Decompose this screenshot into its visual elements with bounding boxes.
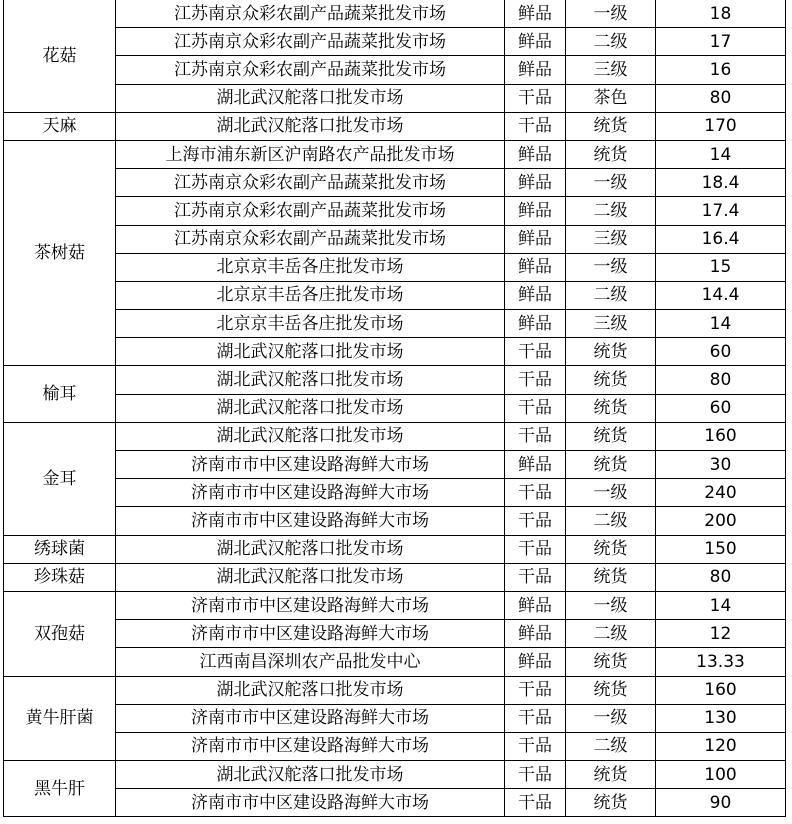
grade-cell: 一级 <box>566 479 656 507</box>
table-row <box>4 225 786 253</box>
form-cell: 干品 <box>505 112 566 140</box>
market-cell: 江苏南京众彩农副产品蔬菜批发市场 <box>116 197 505 225</box>
form-cell: 干品 <box>505 507 566 535</box>
grade-cell: 统货 <box>566 338 656 366</box>
market-cell: 济南市市中区建设路海鲜大市场 <box>116 789 505 817</box>
grade-cell: 三级 <box>566 225 656 253</box>
price-cell: 15 <box>656 253 786 281</box>
form-cell: 鲜品 <box>505 140 566 168</box>
mushroom-price-table <box>3 0 786 817</box>
price-cell: 80 <box>656 84 786 112</box>
grade-cell: 统货 <box>566 140 656 168</box>
form-cell: 鲜品 <box>505 28 566 56</box>
form-cell: 干品 <box>505 422 566 450</box>
table-row <box>4 28 786 56</box>
form-cell: 干品 <box>505 338 566 366</box>
grade-cell: 统货 <box>566 535 656 563</box>
price-cell: 100 <box>656 761 786 789</box>
form-cell: 鲜品 <box>505 451 566 479</box>
price-cell: 130 <box>656 704 786 732</box>
table-row <box>4 451 786 479</box>
mushroom-name-cell: 花菇 <box>4 0 116 112</box>
price-cell: 150 <box>656 535 786 563</box>
market-cell: 湖北武汉舵落口批发市场 <box>116 394 505 422</box>
market-cell: 北京京丰岳各庄批发市场 <box>116 253 505 281</box>
price-cell: 80 <box>656 366 786 394</box>
table-row <box>4 281 786 309</box>
market-cell: 江苏南京众彩农副产品蔬菜批发市场 <box>116 169 505 197</box>
form-cell: 干品 <box>505 704 566 732</box>
table-row <box>4 507 786 535</box>
table-row <box>4 112 786 140</box>
grade-cell: 一级 <box>566 0 656 28</box>
table-row <box>4 84 786 112</box>
form-cell: 干品 <box>505 479 566 507</box>
table-row <box>4 253 786 281</box>
table-row <box>4 479 786 507</box>
table-row <box>4 338 786 366</box>
price-cell: 17 <box>656 28 786 56</box>
grade-cell: 二级 <box>566 620 656 648</box>
market-cell: 济南市市中区建设路海鲜大市场 <box>116 451 505 479</box>
market-cell: 湖北武汉舵落口批发市场 <box>116 366 505 394</box>
form-cell: 鲜品 <box>505 225 566 253</box>
table-row <box>4 366 786 394</box>
table-row <box>4 56 786 84</box>
grade-cell: 二级 <box>566 732 656 760</box>
grade-cell: 二级 <box>566 507 656 535</box>
market-cell: 湖北武汉舵落口批发市场 <box>116 563 505 591</box>
price-cell: 90 <box>656 789 786 817</box>
mushroom-name-cell: 绣球菌 <box>4 535 116 563</box>
price-cell: 120 <box>656 732 786 760</box>
price-cell: 200 <box>656 507 786 535</box>
grade-cell: 一级 <box>566 169 656 197</box>
price-cell: 14 <box>656 310 786 338</box>
mushroom-name-cell: 天麻 <box>4 112 116 140</box>
price-cell: 14.4 <box>656 281 786 309</box>
grade-cell: 一级 <box>566 704 656 732</box>
grade-cell: 统货 <box>566 394 656 422</box>
price-cell: 16 <box>656 56 786 84</box>
market-cell: 济南市市中区建设路海鲜大市场 <box>116 479 505 507</box>
grade-cell: 一级 <box>566 253 656 281</box>
table-row <box>4 197 786 225</box>
price-cell: 160 <box>656 422 786 450</box>
form-cell: 鲜品 <box>505 0 566 28</box>
mushroom-name-cell: 黄牛肝菌 <box>4 676 116 761</box>
market-cell: 北京京丰岳各庄批发市场 <box>116 310 505 338</box>
market-cell: 北京京丰岳各庄批发市场 <box>116 281 505 309</box>
table-row <box>4 0 786 28</box>
form-cell: 鲜品 <box>505 253 566 281</box>
form-cell: 干品 <box>505 394 566 422</box>
grade-cell: 二级 <box>566 197 656 225</box>
table-row <box>4 648 786 676</box>
grade-cell: 统货 <box>566 422 656 450</box>
table-row <box>4 732 786 760</box>
price-cell: 18 <box>656 0 786 28</box>
market-cell: 济南市市中区建设路海鲜大市场 <box>116 507 505 535</box>
market-cell: 湖北武汉舵落口批发市场 <box>116 338 505 366</box>
form-cell: 鲜品 <box>505 197 566 225</box>
price-cell: 240 <box>656 479 786 507</box>
grade-cell: 统货 <box>566 563 656 591</box>
table-row <box>4 676 786 704</box>
grade-cell: 三级 <box>566 56 656 84</box>
mushroom-name-cell: 双孢菇 <box>4 591 116 676</box>
table-row <box>4 422 786 450</box>
market-cell: 江苏南京众彩农副产品蔬菜批发市场 <box>116 225 505 253</box>
grade-cell: 三级 <box>566 310 656 338</box>
price-cell: 16.4 <box>656 225 786 253</box>
table-row <box>4 535 786 563</box>
mushroom-name-cell: 茶树菇 <box>4 140 116 366</box>
price-cell: 13.33 <box>656 648 786 676</box>
market-cell: 江苏南京众彩农副产品蔬菜批发市场 <box>116 0 505 28</box>
grade-cell: 统货 <box>566 451 656 479</box>
price-cell: 60 <box>656 394 786 422</box>
table-row <box>4 394 786 422</box>
form-cell: 干品 <box>505 789 566 817</box>
market-cell: 湖北武汉舵落口批发市场 <box>116 112 505 140</box>
grade-cell: 统货 <box>566 789 656 817</box>
form-cell: 干品 <box>505 676 566 704</box>
grade-cell: 二级 <box>566 28 656 56</box>
form-cell: 鲜品 <box>505 620 566 648</box>
price-cell: 80 <box>656 563 786 591</box>
form-cell: 鲜品 <box>505 648 566 676</box>
grade-cell: 统货 <box>566 366 656 394</box>
table-row <box>4 140 786 168</box>
market-cell: 济南市市中区建设路海鲜大市场 <box>116 704 505 732</box>
mushroom-name-cell: 金耳 <box>4 422 116 535</box>
price-cell: 170 <box>656 112 786 140</box>
table-row <box>4 310 786 338</box>
price-cell: 18.4 <box>656 169 786 197</box>
grade-cell: 统货 <box>566 112 656 140</box>
mushroom-name-cell: 黑牛肝 <box>4 761 116 817</box>
grade-cell: 统货 <box>566 648 656 676</box>
table-row <box>4 620 786 648</box>
form-cell: 鲜品 <box>505 591 566 619</box>
form-cell: 干品 <box>505 366 566 394</box>
price-cell: 12 <box>656 620 786 648</box>
grade-cell: 茶色 <box>566 84 656 112</box>
table-row <box>4 704 786 732</box>
market-cell: 湖北武汉舵落口批发市场 <box>116 761 505 789</box>
form-cell: 干品 <box>505 761 566 789</box>
market-cell: 江苏南京众彩农副产品蔬菜批发市场 <box>116 56 505 84</box>
mushroom-name-cell: 珍珠菇 <box>4 563 116 591</box>
market-cell: 上海市浦东新区沪南路农产品批发市场 <box>116 140 505 168</box>
grade-cell: 统货 <box>566 761 656 789</box>
price-cell: 60 <box>656 338 786 366</box>
price-cell: 17.4 <box>656 197 786 225</box>
price-cell: 14 <box>656 140 786 168</box>
market-cell: 湖北武汉舵落口批发市场 <box>116 84 505 112</box>
grade-cell: 统货 <box>566 676 656 704</box>
table-row <box>4 761 786 789</box>
form-cell: 干品 <box>505 563 566 591</box>
table-row <box>4 591 786 619</box>
form-cell: 干品 <box>505 732 566 760</box>
market-cell: 济南市市中区建设路海鲜大市场 <box>116 591 505 619</box>
market-cell: 湖北武汉舵落口批发市场 <box>116 535 505 563</box>
market-cell: 湖北武汉舵落口批发市场 <box>116 422 505 450</box>
market-cell: 江西南昌深圳农产品批发中心 <box>116 648 505 676</box>
form-cell: 干品 <box>505 84 566 112</box>
table-row <box>4 169 786 197</box>
market-cell: 济南市市中区建设路海鲜大市场 <box>116 620 505 648</box>
price-cell: 30 <box>656 451 786 479</box>
table-body <box>4 0 786 817</box>
form-cell: 鲜品 <box>505 56 566 84</box>
price-cell: 14 <box>656 591 786 619</box>
form-cell: 鲜品 <box>505 310 566 338</box>
price-cell: 160 <box>656 676 786 704</box>
market-cell: 湖北武汉舵落口批发市场 <box>116 676 505 704</box>
form-cell: 干品 <box>505 535 566 563</box>
form-cell: 鲜品 <box>505 281 566 309</box>
form-cell: 鲜品 <box>505 169 566 197</box>
mushroom-name-cell: 榆耳 <box>4 366 116 422</box>
table-row <box>4 563 786 591</box>
grade-cell: 二级 <box>566 281 656 309</box>
market-cell: 江苏南京众彩农副产品蔬菜批发市场 <box>116 28 505 56</box>
market-cell: 济南市市中区建设路海鲜大市场 <box>116 732 505 760</box>
grade-cell: 一级 <box>566 591 656 619</box>
table-row <box>4 789 786 817</box>
